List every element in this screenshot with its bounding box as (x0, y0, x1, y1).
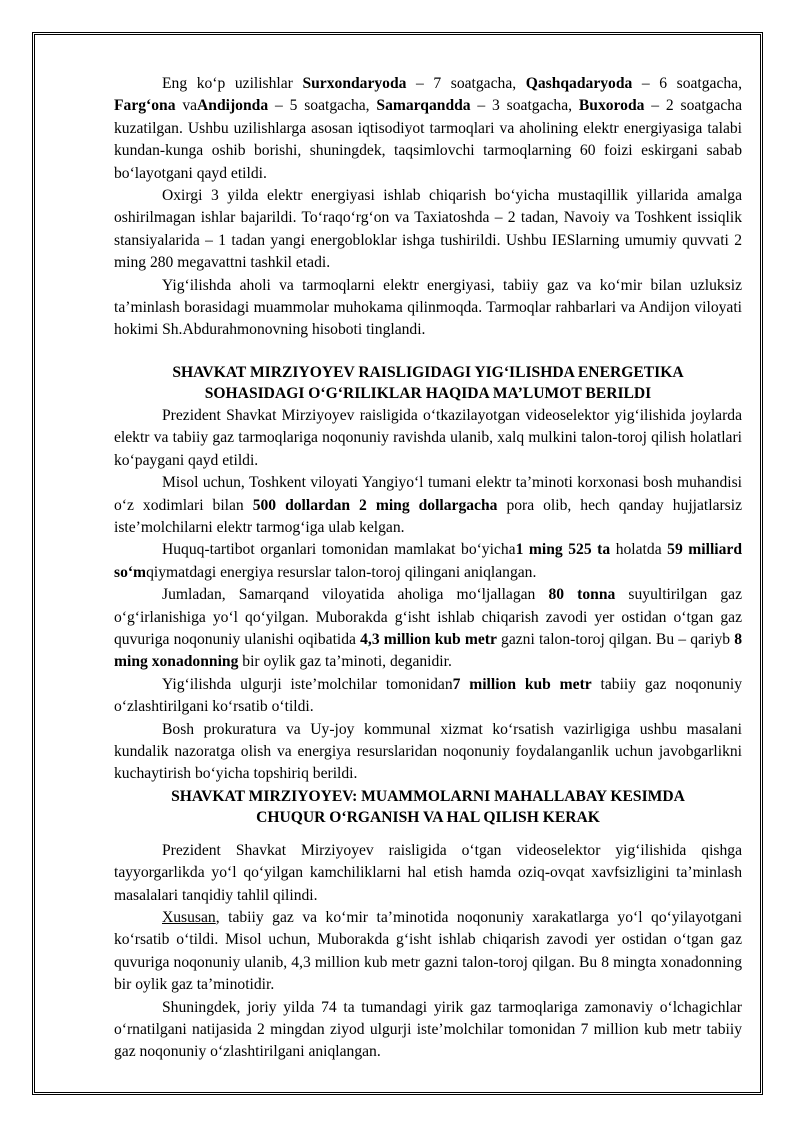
bold-run: 4,3 million kub metr (360, 630, 497, 648)
bold-run: Samarqandda (376, 97, 471, 115)
heading-line: SHAVKAT MIRZIYOYEV: MUAMMOLARNI MAHALLABAY KESIMDA (171, 787, 685, 805)
paragraph-meters-installed: Shuningdek, joriy yilda 74 ta tumandagi yirik gaz tarmoqlariga zamonaviy o‘lchagichlar o‘rnatilgani natijasida 2 mingdan ziyod ulgurji iste’molchilar tomonidan 7 million kub metr tabiiy gaz noqonuniy o‘zlashtirilgani aniqlangan. (114, 998, 742, 1061)
bold-run: 80 tonna (548, 586, 616, 604)
bold-run: Qashqadaryoda (525, 75, 633, 92)
bold-run: 59 milliard so‘m (114, 541, 742, 581)
bold-run: Farg‘ona (114, 97, 176, 115)
text-run: Eng ko‘p uzilishlar (162, 75, 303, 92)
paragraph-bribery-example (114, 472, 742, 539)
text-run: Jumladan, Samarqand viloyatida aholiga mo‘ljallagan (162, 586, 549, 604)
text-run: – 3 soatgacha, (470, 97, 579, 115)
paragraph-samarkand-gas (114, 584, 742, 674)
text-run: Misol uchun, Toshkent viloyati Yangiyo‘l tumani elektr ta’minoti korxonasi bosh muhandisi o‘z xodimlari bilan (114, 474, 742, 514)
bold-run: 500 dollardan 2 ming dollargacha (252, 496, 498, 514)
heading-line: CHUQUR O‘RGANISH VA HAL QILISH KERAK (256, 809, 600, 827)
bold-run: Surxondaryoda (302, 75, 407, 92)
underlined-run: Xususan (162, 909, 216, 926)
text-run: – 2 soatgacha kuzatilgan. Ushbu uzilishlarga asosan iqtisodiyot tarmoqlari va aholining elektr energiyasiga talabi kundan-kunga oshib borishi, shuningdek, taqsimlovchi tarmoqlarning 60 foizi eskirgani sabab bo‘layotgani qayd etildi. (114, 97, 743, 182)
paragraph-energy-production: Oxirgi 3 yilda elektr energiyasi ishlab chiqarish bo‘yicha mustaqillik yillarida amalga oshirilmagan ishlar bajarildi. To‘raqo‘rg‘on va Taxiatoshda – 2 tadan, Navoiy va Toshkent issiqlik stansiyalarida – 1 tadan yangi energobloklar ishga tushirildi. Ushbu IESlarning umumiy quvvati 2 ming 280 megavattni tashkil etadi. (114, 187, 742, 272)
paragraph-prosecutor-task: Bosh prokuratura va Uy-joy kommunal xizmat ko‘rsatish vazirligiga ushbu masalani kundalik nazoratga olish va energiya resurslaridan noqonuniy foydalanganlik uchun javobgarlikni kuchaytirish bo‘yicha topshiriq berildi. (114, 720, 742, 783)
paragraph-outages (114, 73, 742, 185)
text-run: suyultirilgan gaz o‘g‘irlanishiga yo‘l qo‘yilgan. Muborakda g‘isht ishlab chiqarish zavodi yer ostidan o‘tgan gaz quvuriga noqonuniy ulanishi oqibatida (114, 586, 742, 648)
text-run: Yig‘ilishda ulgurji iste’molchilar tomonidan (162, 675, 453, 693)
bold-run: 1 ming 525 ta (515, 541, 611, 559)
bold-run: Buxoroda (578, 97, 645, 115)
text-run: qiymatdagi energiya resurslar talon-toroj qilingani aniqlangan. (146, 563, 537, 581)
document-body (114, 73, 742, 1064)
paragraph-illegal-actions (114, 907, 742, 997)
heading-line: SOHASIDAGI O‘G‘RILIKLAR HAQIDA MA’LUMOT BERILDI (204, 385, 652, 403)
text-run: pora olib, hech qanday hujjatlarsiz iste’molchilarni elektr tarmog‘iga ulab kelgan. (114, 496, 743, 536)
text-run: tabiiy gaz noqonuniy o‘zlashtirilgani ko‘rsatib o‘tildi. (114, 675, 742, 716)
paragraph-winter-preparation: Prezident Shavkat Mirziyoyev raisligida o‘tgan videoselektor yig‘ilishida qishga tayyorgarlikda yo‘l qo‘yilgan kamchiliklarni hal etish hamda oziq-ovqat xavfsizligini ta’minlash masalalari tanqidiy tahlil qilindi. (114, 841, 742, 904)
text-run: holatda (610, 541, 668, 559)
text-run: gazni talon-toroj qilgan. Bu – qariyb (496, 630, 735, 648)
text-run: – 7 soatgacha, (406, 75, 526, 92)
paragraph-wholesale-consumers (114, 674, 742, 719)
bold-run: 8 ming xonadonning (114, 630, 742, 671)
bold-run: 7 million kub metr (452, 675, 592, 693)
text-run: – 6 soatgacha, (632, 75, 742, 92)
text-run: Huquq-tartibot organlari tomonidan mamlakat bo‘yicha (162, 541, 516, 559)
section-heading-neighborhood-problems (114, 786, 742, 829)
text-run: , tabiiy gaz va ko‘mir ta’minotida noqonuniy xarakatlarga yo‘l qo‘yilayotgani ko‘rsatib o‘tildi. Misol uchun, Muborakda g‘isht ishlab chiqarish zavodi yer ostidan o‘tgan gaz quvuriga noqonuniy ulanib, 4,3 million kub metr gazni talon-toroj qilgan. Bu 8 mingta xonadonning bir oylik gaz ta’minotidir. (114, 909, 742, 994)
paragraph-law-enforcement (114, 539, 742, 584)
text-run: va (175, 97, 198, 115)
bold-run: Andijonda (197, 97, 269, 115)
section-heading-energy-theft (114, 362, 742, 405)
heading-line: SHAVKAT MIRZIYOYEV RAISLIGIDAGI YIG‘ILISHDA ENERGETIKA (172, 363, 684, 381)
paragraph-president-meeting: Prezident Shavkat Mirziyoyev raisligida o‘tkazilayotgan videoselektor yig‘ilishida joylarda elektr va tabiiy gaz tarmoqlariga noqonuniy ravishda ulanib, xalq mulkini talon-toroj qilish holatlari ko‘paygani qayd etildi. (114, 406, 742, 469)
text-run: – 5 soatgacha, (268, 97, 377, 115)
paragraph-meeting-discussion: Yig‘ilishda aholi va tarmoqlarni elektr energiyasi, tabiiy gaz va ko‘mir bilan uzluksiz ta’minlash borasidagi muammolar muhokama qilinmoqda. Tarmoqlar rahbarlari va Andijon viloyati hokimi Sh.Abdurahmonovning hisoboti tinglandi. (114, 276, 742, 339)
text-run: bir oylik gaz ta’minoti, deganidir. (238, 653, 452, 671)
